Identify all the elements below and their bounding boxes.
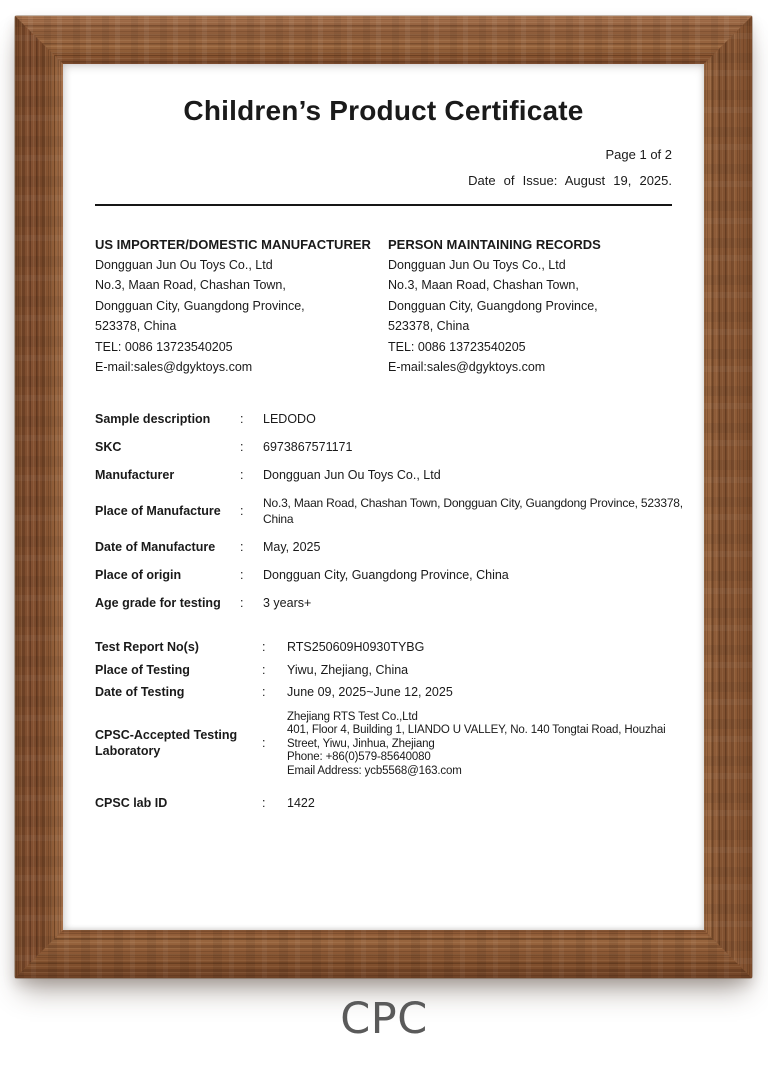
field-value: Dongguan City, Guangdong Province, China bbox=[263, 567, 509, 582]
records-section bbox=[388, 234, 672, 377]
field-value: Yiwu, Zhejiang, China bbox=[287, 662, 409, 677]
field-value-line: Zhejiang RTS Test Co.,Ltd bbox=[287, 710, 418, 723]
field-value: 3 years+ bbox=[263, 595, 312, 610]
importer-line: E-mail:sales@dgyktoys.com bbox=[95, 360, 253, 375]
field-value: 1422 bbox=[287, 795, 315, 810]
field-value: May, 2025 bbox=[263, 539, 321, 554]
field-label: CPSC-Accepted Testing Laboratory bbox=[95, 727, 238, 759]
field-value: LEDODO bbox=[263, 412, 316, 427]
header-divider bbox=[95, 204, 672, 206]
certificate-title: Children’s Product Certificate bbox=[183, 95, 584, 126]
product-details-table bbox=[95, 411, 683, 611]
field-value-line: Street, Yiwu, Jinhua, Zhejiang bbox=[287, 737, 435, 750]
importer-line: Dongguan Jun Ou Toys Co., Ltd bbox=[95, 258, 273, 272]
field-colon: : bbox=[262, 662, 266, 677]
field-value: June 09, 2025~June 12, 2025 bbox=[287, 685, 453, 700]
field-colon: : bbox=[240, 440, 244, 455]
field-label: CPSC lab ID bbox=[95, 795, 168, 810]
field-colon: : bbox=[240, 412, 244, 427]
testing-details-table bbox=[95, 639, 672, 811]
field-label: Place of Testing bbox=[95, 662, 190, 677]
field-label: Sample description bbox=[95, 412, 211, 427]
field-colon: : bbox=[262, 795, 266, 810]
importer-line: TEL: 0086 13723540205 bbox=[95, 339, 233, 354]
records-line: Dongguan Jun Ou Toys Co., Ltd bbox=[388, 258, 566, 272]
field-colon: : bbox=[262, 685, 266, 700]
importer-section bbox=[95, 234, 388, 377]
field-label: Date of Manufacture bbox=[95, 539, 216, 554]
importer-line: No.3, Maan Road, Chashan Town, bbox=[95, 278, 286, 293]
field-value-line: Phone: +86(0)579-85640080 bbox=[287, 751, 431, 764]
records-heading: PERSON MAINTAINING RECORDS bbox=[388, 237, 601, 252]
importer-line: Dongguan City, Guangdong Province, bbox=[95, 298, 305, 313]
field-value-line: Email Address: ycb5568@163.com bbox=[287, 764, 462, 777]
certificate-document bbox=[63, 64, 704, 930]
records-line: Dongguan City, Guangdong Province, bbox=[388, 298, 598, 313]
field-colon: : bbox=[240, 539, 244, 554]
field-colon: : bbox=[240, 468, 244, 483]
field-label: Place of origin bbox=[95, 567, 182, 582]
records-line: E-mail:sales@dgyktoys.com bbox=[388, 360, 546, 375]
field-value-line: No.3, Maan Road, Chashan Town, Dongguan City, Guangdong Province, 523378, bbox=[263, 496, 683, 511]
field-colon: : bbox=[262, 736, 266, 751]
field-value: Dongguan Jun Ou Toys Co., Ltd bbox=[263, 468, 441, 483]
field-value-line: China bbox=[263, 512, 294, 527]
field-value: RTS250609H0930TYBG bbox=[287, 640, 425, 655]
field-label: Manufacturer bbox=[95, 468, 175, 483]
page-number: Page 1 of 2 bbox=[605, 147, 672, 162]
field-colon: : bbox=[240, 595, 244, 610]
field-colon: : bbox=[240, 567, 244, 582]
importer-line: 523378, China bbox=[95, 319, 177, 334]
picture-frame bbox=[15, 16, 752, 978]
field-label: Test Report No(s) bbox=[95, 640, 199, 655]
field-label: SKC bbox=[95, 440, 122, 455]
cpc-caption: CPC bbox=[340, 994, 428, 1044]
field-label: Place of Manufacture bbox=[95, 504, 221, 519]
field-colon: : bbox=[262, 640, 266, 655]
field-label: Age grade for testing bbox=[95, 595, 221, 610]
parties-section bbox=[95, 234, 672, 377]
records-line: TEL: 0086 13723540205 bbox=[388, 339, 526, 354]
field-label: Date of Testing bbox=[95, 685, 185, 700]
importer-heading: US IMPORTER/DOMESTIC MANUFACTURER bbox=[95, 237, 371, 252]
records-line: 523378, China bbox=[388, 319, 470, 334]
field-value bbox=[287, 711, 672, 778]
records-line: No.3, Maan Road, Chashan Town, bbox=[388, 278, 579, 293]
field-value-line: 401, Floor 4, Building 1, LIANDO U VALLEY, No. 140 Tongtai Road, Houzhai bbox=[287, 724, 666, 737]
date-of-issue: Date of Issue: August 19, 2025. bbox=[468, 173, 672, 188]
field-value: 6973867571171 bbox=[263, 440, 353, 455]
field-colon: : bbox=[240, 504, 244, 519]
field-value bbox=[263, 495, 683, 527]
